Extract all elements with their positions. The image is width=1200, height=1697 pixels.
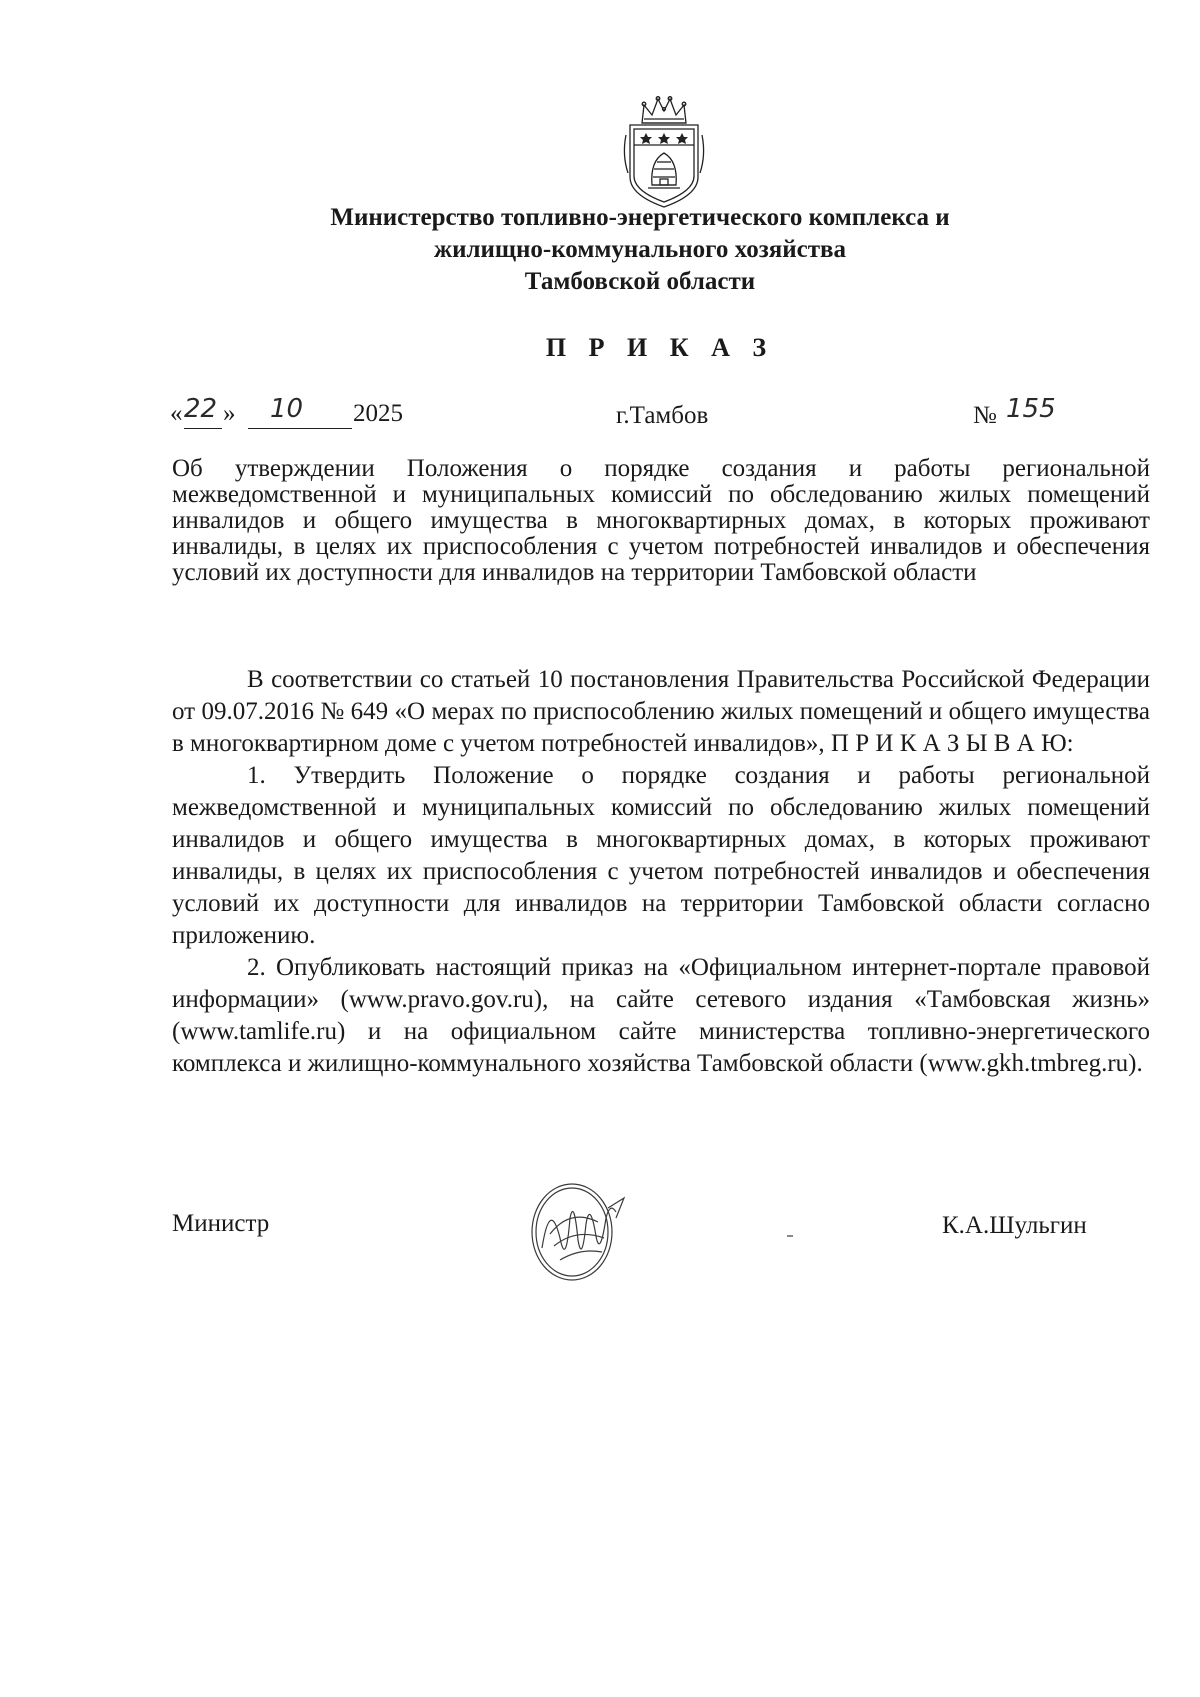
date-day: 22 (184, 394, 218, 424)
date-month: 10 (270, 394, 304, 424)
order-title: Об утверждении Положения о порядке создания и работы региональной межведомственной и муниципальных комиссий по обследованию жилых помещений инвалидов и общего имущества в многоквартирных домах, в которых проживают инвалиды, в целях их приспособления с учетом потребностей инвалидов и обеспечения условий их доступности для инвалидов на территории Тамбовской области (172, 455, 1150, 586)
order-number: 155 (1006, 394, 1056, 424)
body-paragraph-item-2: 2. Опубликовать настоящий приказ на «Официальном интернет-портале правовой информации» (www.pravo.gov.ru), на сайте сетевого издания «Тамбовская жизнь» (www.tamlife.ru) и на официальном сайте министерства топливно-энергетического комплекса и жилищно-коммунального хозяйства Тамбовской области (www.gkh.tmbreg.ru). (172, 954, 1150, 1077)
date-quote-open: « (170, 400, 183, 427)
handwritten-signature-icon (520, 1178, 640, 1288)
header-line-3: Тамбовской области (524, 268, 756, 295)
body-paragraph-item-1: 1. Утвердить Положение о порядке создания и работы региональной межведомственной и муниципальных комиссий по обследованию жилых помещений инвалидов и общего имущества в многоквартирных домах, в которых проживают инвалиды, в целях их приспособления с учетом потребностей инвалидов и обеспечения условий их доступности для инвалидов на территории Тамбовской области согласно приложению. (172, 762, 1150, 949)
header-line-2: жилищно-коммунального хозяйства (433, 236, 847, 263)
date-number-row (170, 394, 1070, 438)
coat-of-arms-icon (620, 95, 708, 210)
month-underline (248, 428, 352, 429)
date-quote-close: » (223, 400, 236, 427)
body-paragraph-preamble: В соответствии со статьей 10 постановления Правительства Российской Федерации от 09.07.2016 № 649 «О мерах по приспособлению жилых помещений и общего имущества в многоквартирном доме с учетом потребностей инвалидов», П Р И К А З Ы В А Ю: (172, 666, 1150, 757)
signatory-name: К.А.Шульгин (942, 1212, 1087, 1239)
date-year: 2025 (353, 400, 403, 427)
order-body (172, 664, 1150, 1080)
header-line-1: Министерство топливно-энергетического комплекса и (330, 204, 950, 231)
stray-mark (787, 1235, 793, 1237)
signatory-position: Министр (172, 1210, 270, 1237)
day-underline (184, 428, 222, 429)
document-type-heading: П Р И К А З (545, 333, 775, 362)
city-label: г.Тамбов (616, 402, 709, 429)
ministry-header (260, 202, 1020, 298)
number-sign: № (973, 402, 997, 429)
